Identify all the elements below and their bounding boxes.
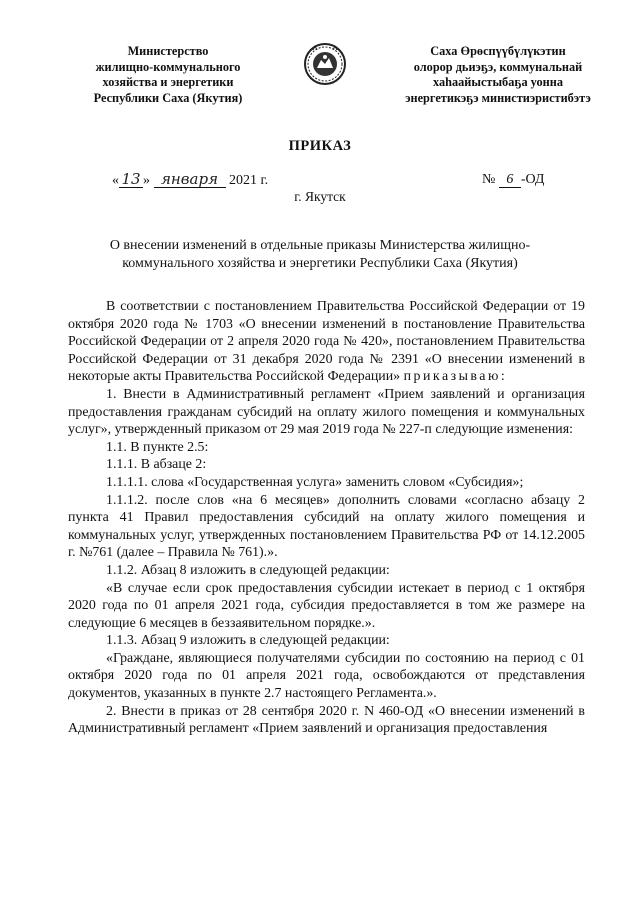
subject-line: О внесении изменений в отдельные приказы Министерства жилищно- [109,238,531,253]
header-left-line: хозяйства и энергетики [102,75,234,89]
date-year: 2021 г. [229,173,269,188]
city: г. Якутск [294,189,346,204]
paragraph: «Граждане, являющиеся получателями субсидии по состоянию на период с 01 октября 2020 года по 01 апреля 2021 года, освобождаются от представления документов, указанных в пункте 2.7 настоящего Регламента.». [68,650,585,702]
order-subject [68,237,572,273]
header-right-line: энергетикэҕэ министиэристибэтэ [405,90,591,105]
date-day: 13 [119,172,143,188]
header-right-line: Саха Өрөспүүбүлүкэтин [430,44,566,58]
number-prefix: № [482,172,496,187]
paragraph: 1.1.2. Абзац 8 изложить в следующей редакции: [106,562,390,578]
paragraph: 1.1.1.2. после слов «на 6 месяцев» дополнить словами «согласно абзацу 2 пункта 41 Правил предоставления субсидий на оплату жилого помещения и коммунальных услуг, утвержденных постановлением Правительства РФ от 14.12.2005 г. №761 (далее – Правила № 761).». [68,492,585,561]
date-quote: « [112,173,119,188]
preamble-paragraph [68,298,585,386]
order-number [482,172,544,188]
header-right-line: олорор дьиэҕэ, коммунальнай [413,59,583,74]
document-title: ПРИКАЗ [288,138,352,154]
date-month: января [154,172,226,188]
order-date [112,172,268,189]
paragraph-text: В соответствии с постановлением Правительства Российской Федерации от 19 октября 2020 года № 1703 «О внесении изменений в постановление Правительства Российской Федерации от 2 апреля 2020 года № 420», постановлением Правительства Российской Федерации от 31 декабря 2020 года № 2391 «О внесении изменений в некоторые акты Правительства Российской Федерации» [68,299,585,385]
paragraph: 1. Внести в Административный регламент «Прием заявлений и организация предоставления гражданам субсидий на оплату жилого помещения и коммунальных услуг», утвержденный приказом от 29 мая 2019 года № 227-п следующие изменения: [68,386,585,438]
coat-of-arms-icon [303,40,347,88]
paragraph: 1.1. В пункте 2.5: [106,439,209,455]
header-left-line: Министерство [127,44,209,58]
subject-line: коммунального хозяйства и энергетики Республики Саха (Якутия) [122,256,518,271]
ministry-name-russian [68,44,268,106]
number-suffix: -ОД [520,172,545,187]
header-right-line: хаһаайыстыбаҕа уонна [433,75,563,89]
number-value: 6 [499,172,521,188]
header-left-line: жилищно-коммунального [95,59,241,74]
date-quote: » [143,173,150,188]
paragraph: «В случае если срок предоставления субсидии истекает в период с 1 октября 2020 года по 01 апреля 2021 года, субсидия предоставляется в том же размере на следующие 6 месяцев в беззаявительном порядке.». [68,580,585,631]
order-keyword: приказываю: [403,369,508,385]
paragraph: 1.1.1.1. слова «Государственная услуга» заменить словом «Субсидия»; [106,474,524,490]
order-body [68,298,585,738]
paragraph: 2. Внести в приказ от 28 сентября 2020 г. N 460-ОД «О внесении изменений в Административный регламент «Прием заявлений и организация предоставления [68,703,585,737]
header-left-line: Республики Саха (Якутия) [93,90,243,105]
ministry-name-yakut [378,44,618,106]
paragraph: 1.1.1. В абзаце 2: [106,457,207,473]
paragraph: 1.1.3. Абзац 9 изложить в следующей редакции: [106,633,390,649]
